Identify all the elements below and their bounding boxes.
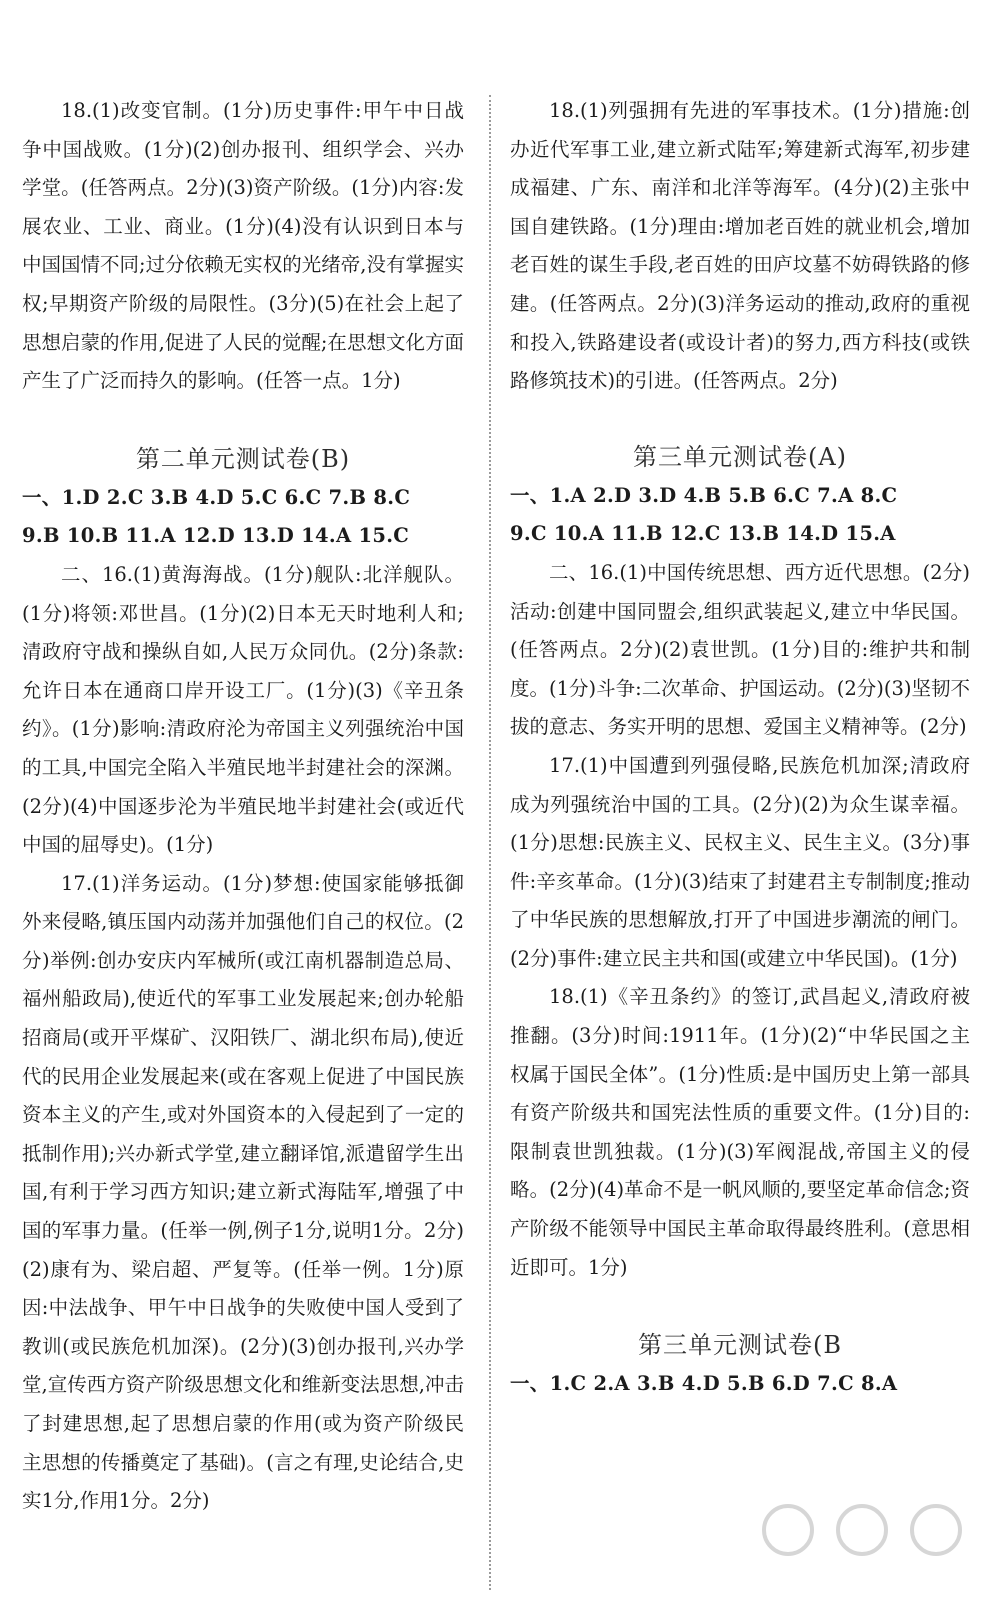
unit3a-choices-line2: 9.C 10.A 11.B 12.C 13.B 14.D 15.A xyxy=(510,522,896,546)
unit3b-heading: 第三单元测试卷(B xyxy=(638,1331,842,1360)
left-column xyxy=(22,92,464,1521)
unit2b-choices-line2: 9.B 10.B 11.A 12.D 13.D 14.A 15.C xyxy=(22,524,410,548)
column-divider xyxy=(489,95,491,1590)
unit3a-answer-16: 二、16.(1)中国传统思想、西方近代思想。(2分)活动:创建中国同盟会,组织武装起义,建立中华民国。(任答两点。2分)(2)袁世凯。(1分)目的:维护共和制度。(1分)斗争:二次革命、护国运动。(2分)(3)坚韧不拔的意志、务实开明的思想、爱国主义精神等。(2分) xyxy=(510,560,970,739)
unit2b-answer-17: 17.(1)洋务运动。(1分)梦想:使国家能够抵御外来侵略,镇压国内动荡并加强他们自己的权位。(2分)举例:创办安庆内军械所(或江南机器制造总局、福州船政局),使近代的军事工业发展起来;创办轮船招商局(或开平煤矿、汉阳铁厂、湖北织布局),使近代的民用企业发展起来(或在客观上促进了中国民族资本主义的产生,或对外国资本的入侵起到了一定的抵制作用);兴办新式学堂,建立翻译馆,派遣留学生出国,有利于学习西方知识;建立新式海陆军,增强了中国的军事力量。(任举一例,例子1分,说明1分。2分)(2)康有为、梁启超、严复等。(任举一例。1分)原因:中法战争、甲午中日战争的失败使中国人受到了教训(或民族危机加深)。(2分)(3)创办报刊,兴办学堂,宣传西方资产阶级思想文化和维新变法思想,冲击了封建思想,起了思想启蒙的作用(或为资产阶级民主思想的传播奠定了基础)。(言之有理,史论结合,史实1分,作用1分。2分) xyxy=(22,871,464,1513)
right-column xyxy=(510,92,970,1404)
unit3a-heading: 第三单元测试卷(A) xyxy=(632,442,848,471)
unit2b-choices-line1: 一、1.D 2.C 3.B 4.D 5.C 6.C 7.B 8.C xyxy=(22,485,411,509)
unit2b-heading: 第二单元测试卷(B) xyxy=(135,444,351,473)
answer-18-unit2a: 18.(1)改变官制。(1分)历史事件:甲午中日战争中国战败。(1分)(2)创办报刊、组织学会、兴办学堂。(任答两点。2分)(3)资产阶级。(1分)内容:发展农业、工业、商业。(1分)(4)没有认识到日本与中国国情不同;过分依赖无实权的光绪帝,没有掌握实权;早期资产阶级的局限性。(3分)(5)在社会上起了思想启蒙的作用,促进了人民的觉醒;在思想文化方面产生了广泛而持久的影响。(任答一点。1分) xyxy=(22,99,464,393)
unit2b-answer-18: 18.(1)列强拥有先进的军事技术。(1分)措施:创办近代军事工业,建立新式陆军;筹建新式海军,初步建成福建、广东、南洋和北洋等海军。(4分)(2)主张中国自建铁路。(1分)理由:增加老百姓的就业机会,增加老百姓的谋生手段,老百姓的田庐坟墓不妨碍铁路的修建。(任答两点。2分)(3)洋务运动的推动,政府的重视和投入,铁路建设者(或设计者)的努力,西方科技(或铁路修筑技术)的引进。(任答两点。2分) xyxy=(510,99,970,393)
watermark-logo xyxy=(740,1500,990,1600)
unit3a-choices-line1: 一、1.A 2.D 3.D 4.B 5.B 6.C 7.A 8.C xyxy=(510,483,898,507)
unit3b-choices-line1: 一、1.C 2.A 3.B 4.D 5.B 6.D 7.C 8.A xyxy=(510,1372,898,1396)
unit3a-answer-18: 18.(1)《辛丑条约》的签订,武昌起义,清政府被推翻。(3分)时间:1911年。(1分)(2)“中华民国之主权属于国民全体”。(1分)性质:是中国历史上第一部具有资产阶级共和国宪法性质的重要文件。(1分)目的:限制袁世凯独裁。(1分)(3)军阀混战,帝国主义的侵略。(2分)(4)革命不是一帆风顺的,要坚定革命信念;资产阶级不能领导中国民主革命取得最终胜利。(意思相近即可。1分) xyxy=(510,985,970,1279)
unit2b-answer-16: 二、16.(1)黄海海战。(1分)舰队:北洋舰队。(1分)将领:邓世昌。(1分)(2)日本无天时地利人和;清政府守战和操纵自如,人民万众同仇。(2分)条款:允许日本在通商口岸开设工厂。(1分)(3)《辛丑条约》。(1分)影响:清政府沦为帝国主义列强统治中国的工具,中国完全陷入半殖民地半封建社会的深渊。(2分)(4)中国逐步沦为半殖民地半封建社会(或近代中国的屈辱史)。(1分) xyxy=(22,562,464,857)
unit3a-answer-17: 17.(1)中国遭到列强侵略,民族危机加深;清政府成为列强统治中国的工具。(2分)(2)为众生谋幸福。(1分)思想:民族主义、民权主义、民生主义。(3分)事件:辛亥革命。(1分)(3)结束了封建君主专制制度;推动了中华民族的思想解放,打开了中国进步潮流的闸门。(2分)事件:建立民主共和国(或建立中华民国)。(1分) xyxy=(510,753,970,970)
